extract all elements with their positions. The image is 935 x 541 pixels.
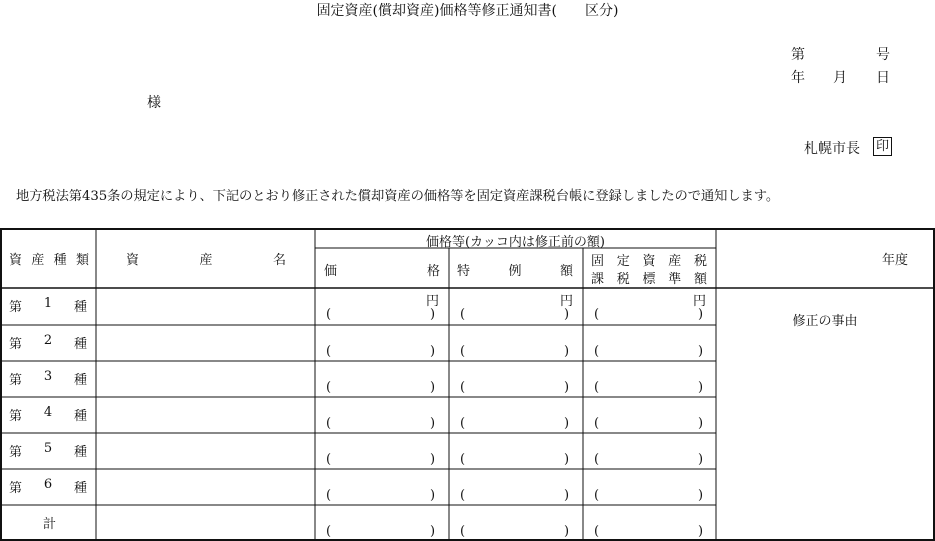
paren-open-r7c3: ( (594, 524, 600, 539)
paren-open-r6c1: ( (326, 488, 332, 503)
paren-open-r7c2: ( (460, 524, 466, 539)
paren-close-r5c2: ) (564, 452, 570, 467)
row-label-1: 第 1 種 (9, 296, 87, 315)
header-fiscal-year: 年度 (882, 253, 909, 268)
paren-close-r6c3: ) (698, 488, 704, 503)
paren-open-r5c2: ( (460, 452, 466, 467)
header-asset-type: 資 産 種 類 (9, 253, 89, 268)
row-label-5: 第 5 種 (9, 441, 87, 460)
paren-close-r6c1: ) (430, 488, 436, 503)
paren-close-r2c3: ) (698, 344, 704, 359)
paren-open-r5c1: ( (326, 452, 332, 467)
recipient-suffix: 様 (147, 95, 161, 111)
yen-unit-price: 円 (426, 294, 440, 309)
paren-close-r3c1: ) (430, 380, 436, 395)
header-asset-name: 資 産 名 (126, 253, 286, 268)
paren-open-r3c2: ( (460, 380, 466, 395)
header-tax-base-line1: 固 定 資 産 税 (591, 254, 707, 269)
paren-close-r4c2: ) (564, 416, 570, 431)
header-tax-base-line2: 課 税 標 準 額 (591, 272, 707, 287)
paren-open-r1c3: ( (594, 307, 600, 322)
paren-close-r2c1: ) (430, 344, 436, 359)
issuer-name: 札幌市長 (804, 141, 860, 157)
paren-open-r3c3: ( (594, 380, 600, 395)
paren-close-r7c3: ) (698, 524, 704, 539)
number-label-dai: 第 (791, 47, 805, 63)
paren-close-r4c1: ) (430, 416, 436, 431)
header-special-amount: 特 例 額 (457, 264, 573, 279)
paren-close-r1c2: ) (564, 307, 570, 322)
row-label-3: 第 3 種 (9, 369, 87, 388)
paren-close-r5c3: ) (698, 452, 704, 467)
date-year-label: 年 (791, 70, 805, 86)
paren-open-r2c2: ( (460, 344, 466, 359)
paren-close-r5c1: ) (430, 452, 436, 467)
yen-unit-special: 円 (560, 294, 574, 309)
paren-open-r6c2: ( (460, 488, 466, 503)
paren-open-r7c1: ( (326, 524, 332, 539)
paren-open-r3c1: ( (326, 380, 332, 395)
row-label-total: 計 (43, 517, 57, 532)
paren-open-r4c1: ( (326, 416, 332, 431)
header-price: 価 格 (324, 264, 440, 279)
paren-open-r2c3: ( (594, 344, 600, 359)
date-day-label: 日 (876, 70, 890, 86)
paren-open-r4c3: ( (594, 416, 600, 431)
date-month-label: 月 (833, 70, 847, 86)
row-label-4: 第 4 種 (9, 405, 87, 424)
paren-close-r3c2: ) (564, 380, 570, 395)
paren-close-r7c1: ) (430, 524, 436, 539)
paren-open-r2c1: ( (326, 344, 332, 359)
number-label-go: 号 (876, 47, 890, 63)
row-label-6: 第 6 種 (9, 477, 87, 496)
reason-label: 修正の事由 (792, 314, 858, 329)
notice-text: 地方税法第435条の規定により、下記のとおり修正された償却資産の価格等を固定資産課税台帳に登録しましたので通知します。 (16, 189, 780, 204)
yen-unit-tax-base: 円 (693, 294, 707, 309)
paren-close-r3c3: ) (698, 380, 704, 395)
paren-open-r6c3: ( (594, 488, 600, 503)
paren-open-r5c3: ( (594, 452, 600, 467)
form-title: 固定資産(償却資産)価格等修正通知書( 区分) (316, 3, 619, 19)
paren-close-r4c3: ) (698, 416, 704, 431)
paren-open-r1c1: ( (326, 307, 332, 322)
header-price-group: 価格等(カッコ内は修正前の額) (425, 235, 605, 250)
paren-close-r1c1: ) (430, 307, 436, 322)
row-label-2: 第 2 種 (9, 333, 87, 352)
paren-close-r2c2: ) (564, 344, 570, 359)
paren-open-r1c2: ( (460, 307, 466, 322)
paren-open-r4c2: ( (460, 416, 466, 431)
paren-close-r1c3: ) (698, 307, 704, 322)
official-seal: 印 (873, 137, 892, 156)
paren-close-r6c2: ) (564, 488, 570, 503)
paren-close-r7c2: ) (564, 524, 570, 539)
